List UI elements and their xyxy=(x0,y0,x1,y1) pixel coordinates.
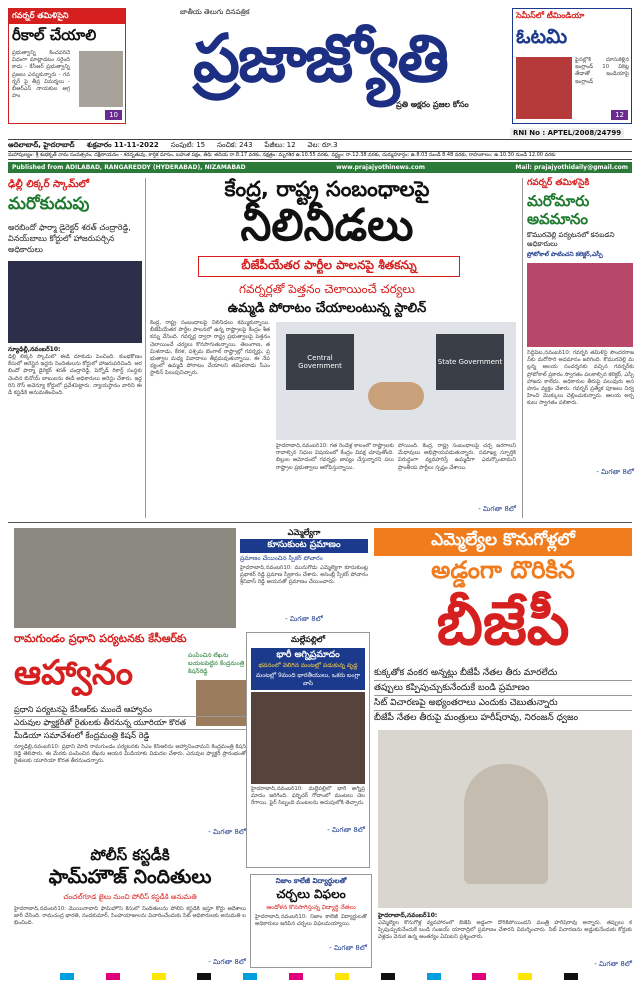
lead-body2 xyxy=(276,443,394,513)
swatch-magenta-2 xyxy=(289,973,303,980)
police-headline2: ఫామ్‌హౌజ్ నిందితులు xyxy=(48,866,212,888)
bjp-kicker: ఎమ్మెల్యేల కొనుగోళ్లలో xyxy=(374,528,632,556)
college-kicker: నిజాం కాలేజీ విద్యార్థులతో xyxy=(275,877,347,885)
lead-sub: బీజేపీయేతర పార్టీల పాలనపై శీతకన్ను xyxy=(198,256,460,277)
paper-tagline: జాతీయ తెలుగు దినపత్రిక xyxy=(180,8,250,16)
bjp-body xyxy=(378,912,632,968)
police-body-text: హైదరాబాద్,నవంబర్10: మొయినాబాద్ ఫామ్‌హౌస్ కేసులో నిందితులను పోలీస్ కస్టడీకి ఇస్తూ కోర్టు ఆదేశాలు జారీ చేసింది. రామచంద్ర భారతి, నందకుమార్, సింహయాజులను విచారించేందుకు సిట్ అధికారులకు అనుమతి లభించింది. xyxy=(14,906,246,927)
lead-body2-text: హైదరాబాద్,నవంబర్10: గత రెండేళ్ల కాలంలో రాష్ట్రాలకు రావాల్సిన నిధుల విషయంలో కేంద్రం వివక్ష చూపుతోంది. బిల్లుల ఆమోదంలో గవర్నర్లు జాప్యం చేస్తున్నారని పలు రాష్ట్రాల ప్రభుత్వాలు ఆరోపిస్తున్నాయి. xyxy=(276,443,394,471)
swatch-black-3 xyxy=(564,973,578,980)
central-govt-label: Central Government xyxy=(298,354,342,370)
dateline xyxy=(8,139,632,150)
swatch-cyan-3 xyxy=(427,973,441,980)
right-teaser-headline: ఓటమి xyxy=(516,24,568,48)
police-sub: చంచల్‌గూడ జైలు నుంచి పోలీస్ కస్టడీకి అనుమతి xyxy=(63,893,197,901)
swatch-cyan xyxy=(60,973,74,980)
dateline-date: శుక్రవారం 11-11-2022 xyxy=(86,141,159,149)
bjp-line1: కుక్కతోక వంకర అన్నట్లు బీజేపీ నేతల తీరు మారలేదు xyxy=(374,666,632,681)
swatch-magenta-3 xyxy=(472,973,486,980)
fire-photo xyxy=(251,692,365,784)
dateline-issue: సంచిక: 243 xyxy=(217,141,253,149)
fire-sub2: మంటల్లో 9మంది భారతీయులు, ఒకరు బంగ్లా వాసి xyxy=(255,672,361,687)
pledge-body: హైదరాబాద్,నవంబర్10: మునుగోడు ఎమ్మెల్యేగా కూసుకుంట్ల ప్రభాకర్ రెడ్డి ప్రమాణ స్వీకారం చేశారు. అసెంబ్లీ స్పీకర్ పోచారం శ్రీనివాస్ రెడ్డి ఆయనతో ప్రమాణం చేయించారు. xyxy=(240,565,368,586)
lead-headline: నీలినీడలు xyxy=(240,200,414,251)
fire-body: హైదరాబాద్,నవంబర్10: మల్లేపల్లిలో భారీ అగ్నిప్రమాదం జరిగింది. ఫర్నిచర్ గోదాంలో మంటలు చెలరేగాయి. ఫైర్ సిబ్బంది మంటలను అదుపులోకి తెచ్చారు. xyxy=(251,786,365,807)
fire-cont: - మిగతా 8లో xyxy=(327,826,365,834)
bjp-headline: బీజేపీ xyxy=(436,589,570,659)
liquor-photo xyxy=(8,261,142,343)
invite-line3: మీడియా సమావేశంలో కేంద్రమంత్రి కిషన్ రెడ్డి xyxy=(14,731,150,740)
pledge-headline: కూసుకుంట ప్రమాణం xyxy=(240,539,368,553)
invite-cont: - మిగతా 8లో xyxy=(208,828,246,836)
fire-kicker: మల్లేపల్లిలో xyxy=(291,635,325,644)
dateline-price: వెల: రూ.3 xyxy=(307,141,338,149)
swatch-black xyxy=(197,973,211,980)
invite-kicker: రామగుండం ప్రధాని పర్యటనకు కేసీఆర్‌కు xyxy=(14,632,187,645)
invite-body-text: న్యూఢిల్లీ,నవంబర్10: ప్రధాని మోదీ రామగుండం పర్యటనకు సీఎం కేసీఆర్‌ను ఆహ్వానించామని కేంద్రమంత్రి కిషన్ రెడ్డి తెలిపారు. ఈ మేరకు పంపించిన లేఖను ఆయన మీడియాకు విడుదల చేశారు. ఎరువుల ఫ్యాక్టరీ ప్రారంభంతో రైతులకు యూరియా కొరత తీరనుందన్నారు. xyxy=(14,744,246,765)
left-teaser-photo xyxy=(79,51,123,107)
right-teaser-body: ఫైనల్లోకి దూసుకెళ్లిన ఇంగ్లాండ్ 10 వికెట్ల తేడాతో ఇండియాపై ఇంగ్లాండ్ xyxy=(575,57,629,85)
handshake-icon xyxy=(368,382,424,410)
pledge-cont: - మిగతా 8లో xyxy=(285,615,323,623)
harish-photo xyxy=(378,730,632,908)
left-teaser-headline: రీకాల్ చేయాలి xyxy=(12,26,97,44)
governor-headline: మరోమారు అవమానం xyxy=(527,192,590,228)
invite-headline: ఆహ్వానం xyxy=(14,653,133,693)
college-story[interactable] xyxy=(250,874,372,968)
police-headline1: పోలీస్ కస్టడీకి xyxy=(90,846,170,864)
right-teaser-page: 12 xyxy=(611,110,628,120)
college-headline: చర్చలు విఫలం xyxy=(276,887,346,901)
governor-photo xyxy=(527,263,633,347)
right-teaser[interactable] xyxy=(512,8,632,124)
left-teaser-top: గవర్నర్ తమిళిసైని xyxy=(9,9,125,24)
left-teaser-body: ప్రభుత్వాన్ని కించపరిచే విధంగా మాట్లాడటం సరైంది కాదు - కేసీఆర్ ప్రభుత్వాన్ని ప్రజలు ఎన్నుకున్నారు - గవర్నర్ పై తీవ్ర విమర్శలు - బీఆర్ఎస్ నాయకుల ఆగ్రహం xyxy=(12,50,70,100)
divider-1 xyxy=(8,522,632,523)
swatch-yellow xyxy=(152,973,166,980)
fire-story[interactable] xyxy=(246,632,370,868)
invite-body xyxy=(14,744,246,838)
dateline-pages: పేజీలు: 12 xyxy=(264,141,296,149)
lead-body3 xyxy=(398,443,516,513)
mail[interactable]: Mail: prajajyothidaily@gmail.com xyxy=(515,164,628,171)
swatch-yellow-2 xyxy=(335,973,349,980)
lead-cont: - మిగతా 8లో xyxy=(478,505,516,513)
paper-slogan: ప్రతి అక్షరం ప్రజల కోసం xyxy=(396,100,469,109)
lead-body-col1 xyxy=(150,320,270,520)
bjp-lines xyxy=(374,666,632,725)
bjp-line3: సిట్ విచారణపై అభ్యంతరాలు ఎందుకు చెబుతున్నారు xyxy=(374,696,632,711)
fire-headline-box xyxy=(251,648,365,690)
bjp-line4: బీజేపీ నేతల తీరుపై మంత్రులు హరీష్‌రావు, నిరంజన్ ధ్వజం xyxy=(374,713,579,723)
bjp-sub: అడ్డంగా దొరికిన xyxy=(431,556,575,584)
lead-sub2: గవర్నర్లతో పెత్తనం చెలాయించే చర్యలు xyxy=(239,282,415,296)
governor-sub2: ప్రోటోకాల్ పాటించని కలెక్టర్,ఎస్పీ xyxy=(527,251,603,258)
left-teaser[interactable] xyxy=(8,8,126,124)
governor-cont: - మిగతా 8లో xyxy=(596,468,634,476)
governor-body: సిద్దిపేట,నవంబర్10: గవర్నర్ తమిళిసై సౌందరరాజన్‌కు మరోసారి అవమానం జరిగింది. కొమురవెల్లి మల్లన్న ఆలయ సందర్శనకు వచ్చిన గవర్నర్‌కు ప్రోటోకాల్ ప్రకారం స్వాగతం పలకాల్సిన కలెక్టర్, ఎస్పీ హాజరు కాలేదు. అధికారుల తీరుపై పలువురు అసహనం వ్యక్తం చేశారు. గవర్నర్ ప్రత్యేక పూజలు నిర్వహించి మొక్కులు చెల్లించుకున్నారు. ఆలయ అర్చకులు స్వాగతం పలికారు. xyxy=(527,350,634,407)
right-teaser-top: సెమీస్‌లో టీమిండియా xyxy=(516,11,585,20)
dateline-volume: సంపుటి: 15 xyxy=(170,141,206,149)
invite-lines xyxy=(14,704,246,742)
paper-title: ప్రజాజ్యోతి xyxy=(192,20,448,97)
dateline-place: ఆదిలాబాద్, హైదరాబాద్ xyxy=(8,141,75,149)
panchangam: మహాపుణ్యం: శ్రీ శుభకృత్ నామ సంవత్సరం, దక్షిణాయనం - శరదృతువు, కార్తిక మాసం, బహుళ పక్షం, తిథి: తదియ రా.8.17 వరకు, నక్షత్రం: మృగశిర ఉ.10.55 వరకు, వర్జ్యం: రా.12.38 వరకు, దుర్ముహూర్తం: ఉ.8.03 నుండి 8.48 వరకు, రాహుకాలం: ఉ.10.30 నుండి 12.00 వరకు xyxy=(8,151,632,160)
rni-number: RNI No : APTEL/2008/24799 xyxy=(510,128,624,138)
bjp-cont: - మిగతా 8లో xyxy=(594,960,632,968)
swatch-cyan-2 xyxy=(243,973,257,980)
left-teaser-page: 10 xyxy=(105,110,122,120)
liquor-sub: అరబిందో ఫార్మా డైరెక్టర్ శరత్ చంద్రారెడ్డి, వినయ్‌బాబు కోర్టులో హాజరుపర్చిన అధికారులు xyxy=(8,223,131,254)
website[interactable]: www.prajajyothinews.com xyxy=(336,164,425,171)
pledge-photo xyxy=(14,528,236,628)
invite-line1: ప్రధాని పర్యటనపై కేసీఆర్‌కు ముందే ఆహ్వానం xyxy=(14,704,246,717)
pledge-top: ఎమ్మెల్యేగా xyxy=(287,528,321,537)
bjp-body-text: ఎమ్మెల్యేల కొనుగోళ్ల వ్యవహారంలో బీజేపీ అడ్డంగా దొరికిపోయిందని మంత్రి హరీష్‌రావు అన్నారు. తప్పులు కప్పిపుచ్చుకునేందుకే బండి సంజయ్ యాదాద్రిలో ప్రమాణం చేశారని విమర్శించారు. సిట్ విచారణను అడ్డుకునేందుకు కోర్టుకు వెళ్లడం వెనుక ఉన్న ఆంతర్యం ఏమిటని ప్రశ్నించారు. xyxy=(378,920,632,941)
governor-sub: కొమురవెల్లి పర్యటనలో కనబడని అధికారులు xyxy=(527,231,615,248)
lead-sub3: ఉమ్మడి పోరాటం చేయాలంటున్న స్టాలిన్ xyxy=(227,301,427,316)
governor-top: గవర్నర్ తమిళసైకి xyxy=(527,178,590,188)
publisher-strip xyxy=(8,162,632,173)
lead-body1: కేంద్ర, రాష్ట్ర సంబంధాలపై నీలినీడలు కమ్ముకున్నాయి. బీజేపీయేతర పార్టీల పాలనలో ఉన్న రాష్ట్రాలపై కేంద్రం శీతకన్ను వేసింది. గవర్నర్ల ద్వారా రాష్ట్ర ప్రభుత్వాలపై పెత్తనం చెలాయించే చర్యలు కొనసాగుతున్నాయి. తెలంగాణ, తమిళనాడు, కేరళ, పశ్చిమ బెంగాల్ రాష్ట్రాల్లో గవర్నర్లు, ప్రభుత్వాల మధ్య వివాదాలు తీవ్రమవుతున్నాయి. ఈ నేపథ్యంలో ఉమ్మడి పోరాటం చేయాలని తమిళనాడు సీఎం స్టాలిన్ పిలుపునిచ్చారు. xyxy=(150,320,270,377)
police-body xyxy=(14,906,246,968)
color-registration-strip xyxy=(60,973,580,981)
liquor-body: ఢిల్లీ లిక్కర్ స్కామ్‌లో ఈడీ దూకుడు పెంచింది. కుంభకోణం కేసులో అరెస్టైన ఇద్దరు నిందితులను కోర్టులో హాజరుపరిచింది. అరబిందో ఫార్మా డైరెక్టర్ శరత్ చంద్రారెడ్డి, పెర్నోడ్ రికార్డ్ సంస్థకు చెందిన బినోయ్ బాబులను ఈడీ అధికారులు అరెస్టు చేశారు. ఇద్దరిని రౌస్ అవెన్యూ కోర్టులో ప్రవేశపెట్టారు. న్యాయస్థానం వారిని ఈడీ కస్టడీకి అనుమతించింది. xyxy=(8,354,142,397)
fire-sub: భవనంలో వెలిగిన మంటల్లో పడుకున్న వృద్ధ xyxy=(258,662,358,669)
state-govt-label: State Government xyxy=(437,358,503,366)
college-cont: - మిగతా 8లో xyxy=(329,944,367,952)
lead-image xyxy=(276,322,516,440)
right-teaser-photo xyxy=(516,57,572,119)
bjp-line2: తప్పులు కప్పిపుచ్చుకునేందుకే బండి ప్రమాణం xyxy=(374,681,632,696)
pledge-story[interactable] xyxy=(240,528,368,628)
invite-side: పంపించిన లేఖను బయటపెట్టిన కేంద్రమంత్రి కిషన్‌రెడ్డి xyxy=(188,652,245,675)
lead-body3-text: పోయింది. కేంద్ర, రాష్ట్ర సంబంధాలపై చర్చ జరగాలని మేధావులు అభిప్రాయపడుతున్నారు. సమాఖ్య స్ఫూర్తికి విరుద్ధంగా వ్యవహరిస్తే ఉమ్మడిగా ఎదుర్కొంటామని ప్రాంతీయ పార్టీలు స్పష్టం చేశాయి. xyxy=(398,443,516,471)
liquor-dateline: న్యూఢిల్లీ,నవంబర్10: xyxy=(8,346,61,353)
swatch-yellow-3 xyxy=(518,973,532,980)
lead-kicker: కేంద్ర, రాష్ట్ర సంబంధాలపై xyxy=(224,177,430,201)
college-body: హైదరాబాద్,నవంబర్10: నిజాం కాలేజీ విద్యార్థులతో అధికారులు జరిపిన చర్చలు విఫలమయ్యాయి. xyxy=(255,914,367,928)
college-sub: ఆందోళన కొనసాగిస్తున్న విద్యార్థి నేతలు xyxy=(266,904,356,911)
minister-figure xyxy=(464,764,548,884)
bjp-dateline: హైదరాబాద్,నవంబర్10: xyxy=(378,912,438,919)
governor-story[interactable] xyxy=(522,178,634,518)
invite-line2: ఎరువుల ఫ్యాక్టరీతో రైతులకు తీరనున్న యూరియా కొరత xyxy=(14,717,246,730)
fire-headline: భారీ అగ్నిప్రమాదం xyxy=(276,650,340,660)
swatch-magenta xyxy=(106,973,120,980)
pledge-sub: ప్రమాణం చేయించిన స్పీకర్ పోచారం xyxy=(240,555,323,562)
liquor-story[interactable] xyxy=(8,178,146,518)
liquor-headline: మరోకుదుపు xyxy=(8,194,90,214)
central-govt-building xyxy=(286,334,354,390)
published-from: Published from ADILABAD, RANGAREDDY (HYDERABAD), NIZAMABAD xyxy=(12,164,246,171)
swatch-black-2 xyxy=(381,973,395,980)
police-cont: - మిగతా 8లో xyxy=(208,958,246,966)
state-govt-building xyxy=(436,334,504,390)
liquor-top: ఢిల్లీ లిక్కర్ స్కామ్‌లో xyxy=(8,179,89,190)
